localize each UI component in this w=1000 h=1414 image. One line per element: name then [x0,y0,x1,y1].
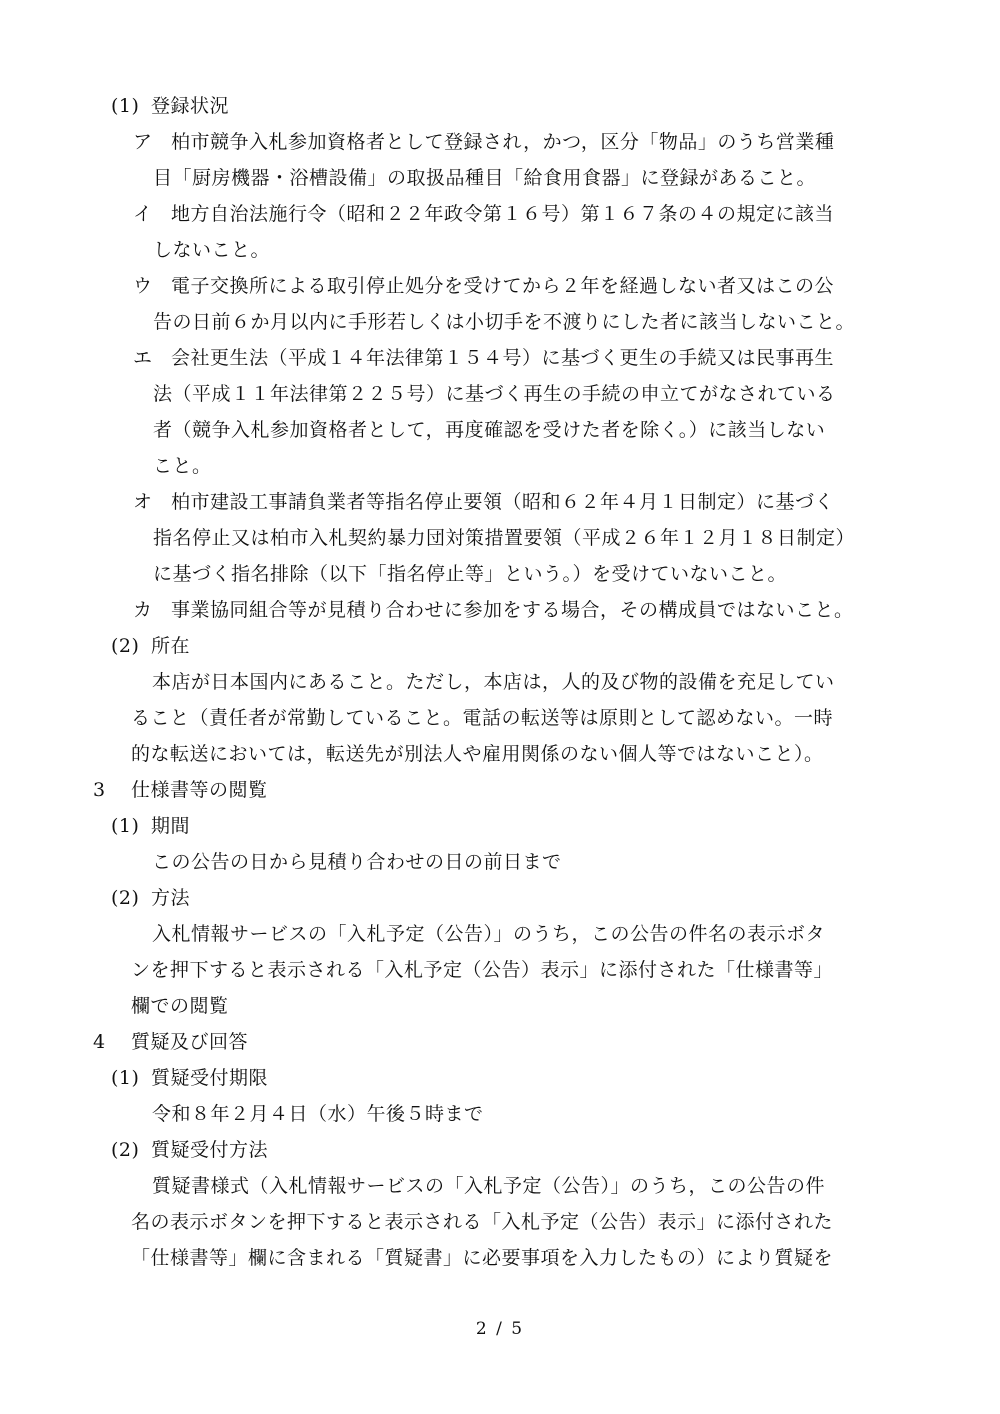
item-u-line-1 [133,274,834,298]
section-title: 仕様書等の閲覧 [131,779,268,801]
item-i-line-2: しないこと。 [153,239,271,261]
item-text: 柏市建設工事請負業者等指名停止要領（昭和６２年４月１日制定）に基づく [171,491,835,513]
subsection-heading-method [111,886,190,910]
item-o-line-1 [133,490,834,514]
subsection-marker: (1) [111,1067,140,1089]
question-method-text-line-2: 名の表示ボタンを押下すると表示される「入札予定（公告）表示」に添付された [131,1211,834,1233]
subsection-title: 質疑受付方法 [151,1139,269,1161]
subsection-marker: (1) [111,95,140,117]
subsection-marker: (2) [111,635,140,657]
location-text-line-3: 的な転送においては，転送先が別法人や雇用関係のない個人等ではないこと）。 [131,743,824,765]
item-e-line-2: 法（平成１１年法律第２２５号）に基づく再生の手続の申立てがなされている [153,383,836,405]
subsection-title: 登録状況 [151,95,230,117]
question-deadline-text: 令和８年２月４日（水）午後５時まで [152,1103,484,1125]
subsection-title: 期間 [151,815,191,837]
item-e-line-4: こと。 [153,455,212,477]
item-o-line-2: 指名停止又は柏市入札契約暴力団対策措置要領（平成２６年１２月１８日制定） [153,527,856,549]
item-marker: イ [133,203,153,225]
item-marker: ウ [133,275,153,297]
subsection-heading-question-method [111,1138,268,1162]
section-heading-3 [93,778,268,802]
item-a-line-2: 目「厨房機器・浴槽設備」の取扱品種目「給食用食器」に登録があること。 [153,167,817,189]
section-number: 4 [93,1031,106,1053]
method-text-line-1: 入札情報サービスの「入札予定（公告）」のうち，この公告の件名の表示ボタ [152,923,826,945]
item-e-line-1 [133,346,834,370]
subsection-title: 質疑受付期限 [151,1067,269,1089]
item-text: 柏市競争入札参加資格者として登録され，かつ，区分「物品」のうち営業種 [171,131,835,153]
subsection-marker: (2) [111,887,140,909]
section-heading-4 [93,1030,248,1054]
section-title: 質疑及び回答 [131,1031,249,1053]
item-text: 地方自治法施行令（昭和２２年政令第１６号）第１６７条の４の規定に該当 [171,203,835,225]
item-o-line-3: に基づく指名排除（以下「指名停止等」という。）を受けていないこと。 [153,563,788,585]
item-ka-line-1 [133,598,854,622]
item-marker: エ [133,347,153,369]
item-e-line-3: 者（競争入札参加資格者として，再度確認を受けた者を除く。）に該当しない [153,419,826,441]
subsection-title: 所在 [151,635,191,657]
item-u-line-2: 告の日前６か月以内に手形若しくは小切手を不渡りにした者に該当しないこと。 [153,311,856,333]
period-text: この公告の日から見積り合わせの日の前日まで [152,851,562,873]
item-text: 事業協同組合等が見積り合わせに参加をする場合，その構成員ではないこと。 [171,599,854,621]
item-i-line-1 [133,202,834,226]
item-a-line-1 [133,130,834,154]
method-text-line-2: ンを押下すると表示される「入札予定（公告）表示」に添付された「仕様書等」 [131,959,834,981]
subsection-heading-location [111,634,190,658]
page-number: 2 / 5 [475,1319,525,1339]
subsection-heading-registration [111,94,229,118]
subsection-heading-question-deadline [111,1066,268,1090]
item-marker: オ [133,491,153,513]
question-method-text-line-1: 質疑書様式（入札情報サービスの「入札予定（公告）」のうち，この公告の件 [152,1175,826,1197]
section-number: 3 [93,779,106,801]
method-text-line-3: 欄での閲覧 [131,995,229,1017]
location-text-line-2: ること（責任者が常勤していること。電話の転送等は原則として認めない。一時 [131,707,834,729]
subsection-marker: (1) [111,815,140,837]
question-method-text-line-3: 「仕様書等」欄に含まれる「質疑書」に必要事項を入力したもの）により質疑を [131,1247,834,1269]
item-text: 電子交換所による取引停止処分を受けてから２年を経過しない者又はこの公 [171,275,835,297]
location-text-line-1: 本店が日本国内にあること。ただし，本店は，人的及び物的設備を充足してい [152,671,835,693]
item-marker: ア [133,131,153,153]
item-marker: カ [133,599,153,621]
subsection-marker: (2) [111,1139,140,1161]
subsection-heading-period [111,814,190,838]
item-text: 会社更生法（平成１４年法律第１５４号）に基づく更生の手続又は民事再生 [171,347,835,369]
subsection-title: 方法 [151,887,191,909]
